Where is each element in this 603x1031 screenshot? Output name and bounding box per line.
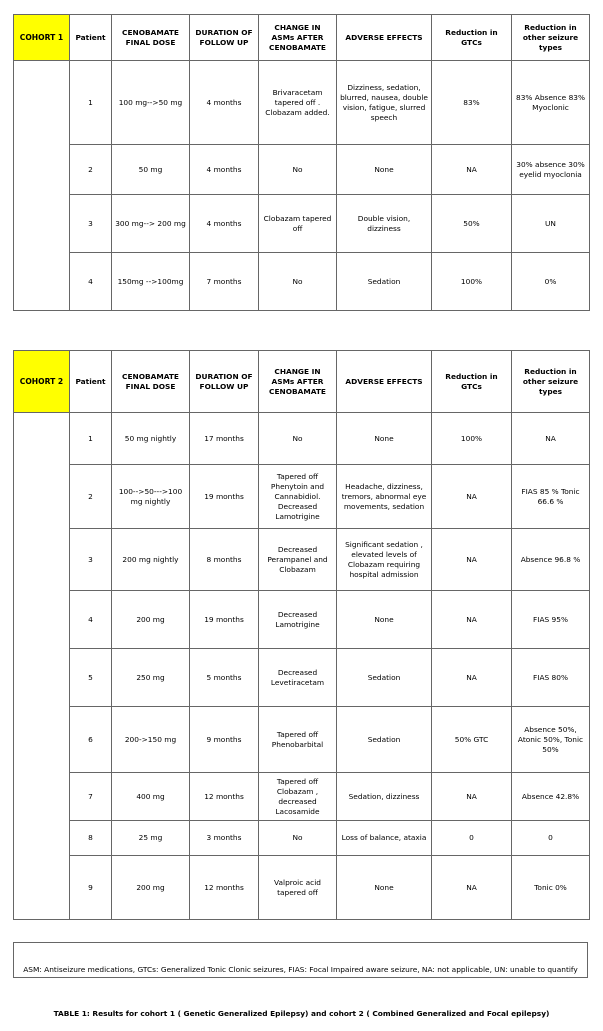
table-row [14, 465, 590, 529]
cell-duration: 17 months [190, 413, 259, 465]
cell-duration: 12 months [190, 773, 259, 821]
cohort2-label: COHORT 2 [14, 351, 70, 413]
header-other: Reduction in other seizure types [512, 351, 590, 413]
cell-duration: 4 months [190, 195, 259, 253]
cell-adverse: None [337, 145, 432, 195]
abbreviations-legend [13, 942, 588, 978]
cell-dose: 50 mg [112, 145, 190, 195]
cell-dose: 250 mg [112, 649, 190, 707]
cell-adverse: Double vision, dizziness [337, 195, 432, 253]
cell-change: Decreased Perampanel and Clobazam [259, 529, 337, 591]
table-row [14, 145, 590, 195]
cell-duration: 4 months [190, 61, 259, 145]
cell-patient: 7 [70, 773, 112, 821]
cell-dose: 300 mg--> 200 mg [112, 195, 190, 253]
cell-change: Tapered off Phenobarbital [259, 707, 337, 773]
cell-adverse: Sedation [337, 707, 432, 773]
cell-adverse: Headache, dizziness, tremors, abnormal eye movements, sedation [337, 465, 432, 529]
header-other: Reduction in other seizure types [512, 15, 590, 61]
cell-change: Decreased Lamotrigine [259, 591, 337, 649]
cell-patient: 5 [70, 649, 112, 707]
cell-other: 0% [512, 253, 590, 311]
cell-change: No [259, 145, 337, 195]
cell-gtc: NA [432, 145, 512, 195]
cell-patient: 8 [70, 821, 112, 856]
header-patient: Patient [70, 351, 112, 413]
cell-change: Clobazam tapered off [259, 195, 337, 253]
table-row [14, 649, 590, 707]
cell-other: 30% absence 30% eyelid myoclonia [512, 145, 590, 195]
cell-duration: 12 months [190, 856, 259, 920]
cell-patient: 1 [70, 413, 112, 465]
table-row [14, 707, 590, 773]
cell-other: UN [512, 195, 590, 253]
cell-patient: 3 [70, 195, 112, 253]
table-caption: TABLE 1: Results for cohort 1 ( Genetic Generalized Epilepsy) and cohort 2 ( Combined Generalized and Focal epilepsy) [53, 1009, 550, 1018]
cell-adverse: None [337, 591, 432, 649]
cell-gtc: 50% [432, 195, 512, 253]
cell-patient: 2 [70, 145, 112, 195]
cell-other: 0 [512, 821, 590, 856]
cell-duration: 9 months [190, 707, 259, 773]
table-row [14, 413, 590, 465]
cell-adverse: Loss of balance, ataxia [337, 821, 432, 856]
cell-adverse: Sedation [337, 253, 432, 311]
table-row [14, 61, 590, 145]
cell-duration: 19 months [190, 591, 259, 649]
cell-gtc: NA [432, 649, 512, 707]
cohort1-label: COHORT 1 [14, 15, 70, 61]
cohort1-header-row [14, 15, 590, 61]
table-row [14, 529, 590, 591]
cell-other: Absence 50%, Atonic 50%, Tonic 50% [512, 707, 590, 773]
cell-patient: 2 [70, 465, 112, 529]
cell-patient: 3 [70, 529, 112, 591]
cell-adverse: Dizziness, sedation, blurred, nausea, double vision, fatigue, slurred speech [337, 61, 432, 145]
header-patient: Patient [70, 15, 112, 61]
cell-other: FIAS 80% [512, 649, 590, 707]
header-dose: CENOBAMATE FINAL DOSE [112, 351, 190, 413]
cell-change: No [259, 413, 337, 465]
cell-change: Tapered off Clobazam , decreased Lacosamide [259, 773, 337, 821]
cell-gtc: 0 [432, 821, 512, 856]
cell-other: Absence 96.8 % [512, 529, 590, 591]
cell-other: FIAS 85 % Tonic 66.6 % [512, 465, 590, 529]
table-row [14, 856, 590, 920]
cell-dose: 200 mg [112, 856, 190, 920]
cohort2-header-row [14, 351, 590, 413]
legend-text: ASM: Antiseizure medications, GTCs: Generalized Tonic Clonic seizures, FIAS: Focal Impaired aware seizure, NA: not applicable, UN: unable to quantify [23, 965, 578, 974]
cohort1-blank-cell [14, 61, 70, 311]
cell-dose: 200 mg [112, 591, 190, 649]
cell-change: Valproic acid tapered off [259, 856, 337, 920]
header-gtc: Reduction in GTCs [432, 351, 512, 413]
cell-gtc: NA [432, 465, 512, 529]
cell-duration: 7 months [190, 253, 259, 311]
cell-dose: 200 mg nightly [112, 529, 190, 591]
cohort1-table [13, 14, 590, 311]
cell-dose: 100-->50--->100 mg nightly [112, 465, 190, 529]
cell-gtc: 100% [432, 413, 512, 465]
cell-adverse: Sedation [337, 649, 432, 707]
header-change: CHANGE IN ASMs AFTER CENOBAMATE [259, 351, 337, 413]
cell-dose: 400 mg [112, 773, 190, 821]
cell-dose: 50 mg nightly [112, 413, 190, 465]
cell-other: FIAS 95% [512, 591, 590, 649]
cell-patient: 4 [70, 253, 112, 311]
header-dose: CENOBAMATE FINAL DOSE [112, 15, 190, 61]
header-duration: DURATION OF FOLLOW UP [190, 15, 259, 61]
cell-gtc: NA [432, 856, 512, 920]
cell-duration: 4 months [190, 145, 259, 195]
cell-gtc: 83% [432, 61, 512, 145]
cell-duration: 3 months [190, 821, 259, 856]
cell-change: No [259, 253, 337, 311]
cell-dose: 25 mg [112, 821, 190, 856]
header-adverse: ADVERSE EFFECTS [337, 15, 432, 61]
cell-other: Tonic 0% [512, 856, 590, 920]
cell-duration: 8 months [190, 529, 259, 591]
cell-dose: 100 mg-->50 mg [112, 61, 190, 145]
cell-adverse: Significant sedation , elevated levels of Clobazam requiring hospital admission [337, 529, 432, 591]
cell-gtc: NA [432, 529, 512, 591]
cell-dose: 150mg -->100mg [112, 253, 190, 311]
table-row [14, 195, 590, 253]
cell-adverse: None [337, 413, 432, 465]
cell-adverse: None [337, 856, 432, 920]
cell-other: 83% Absence 83% Myoclonic [512, 61, 590, 145]
table-row [14, 821, 590, 856]
cell-patient: 4 [70, 591, 112, 649]
cell-duration: 19 months [190, 465, 259, 529]
cell-gtc: 100% [432, 253, 512, 311]
table-row [14, 591, 590, 649]
cell-change: Tapered off Phenytoin and Cannabidiol. Decreased Lamotrigine [259, 465, 337, 529]
cell-patient: 1 [70, 61, 112, 145]
header-duration: DURATION OF FOLLOW UP [190, 351, 259, 413]
table-row [14, 773, 590, 821]
cell-change: Brivaracetam tapered off . Clobazam added. [259, 61, 337, 145]
cohort2-table [13, 350, 590, 920]
cohort2-blank-cell [14, 413, 70, 920]
cell-adverse: Sedation, dizziness [337, 773, 432, 821]
cell-patient: 9 [70, 856, 112, 920]
cell-dose: 200->150 mg [112, 707, 190, 773]
header-adverse: ADVERSE EFFECTS [337, 351, 432, 413]
cell-duration: 5 months [190, 649, 259, 707]
cell-change: Decreased Levetiracetam [259, 649, 337, 707]
header-gtc: Reduction in GTCs [432, 15, 512, 61]
cell-gtc: NA [432, 591, 512, 649]
cell-gtc: 50% GTC [432, 707, 512, 773]
cell-other: NA [512, 413, 590, 465]
cell-other: Absence 42.8% [512, 773, 590, 821]
table-row [14, 253, 590, 311]
header-change: CHANGE IN ASMs AFTER CENOBAMATE [259, 15, 337, 61]
cell-change: No [259, 821, 337, 856]
cell-gtc: NA [432, 773, 512, 821]
cell-patient: 6 [70, 707, 112, 773]
